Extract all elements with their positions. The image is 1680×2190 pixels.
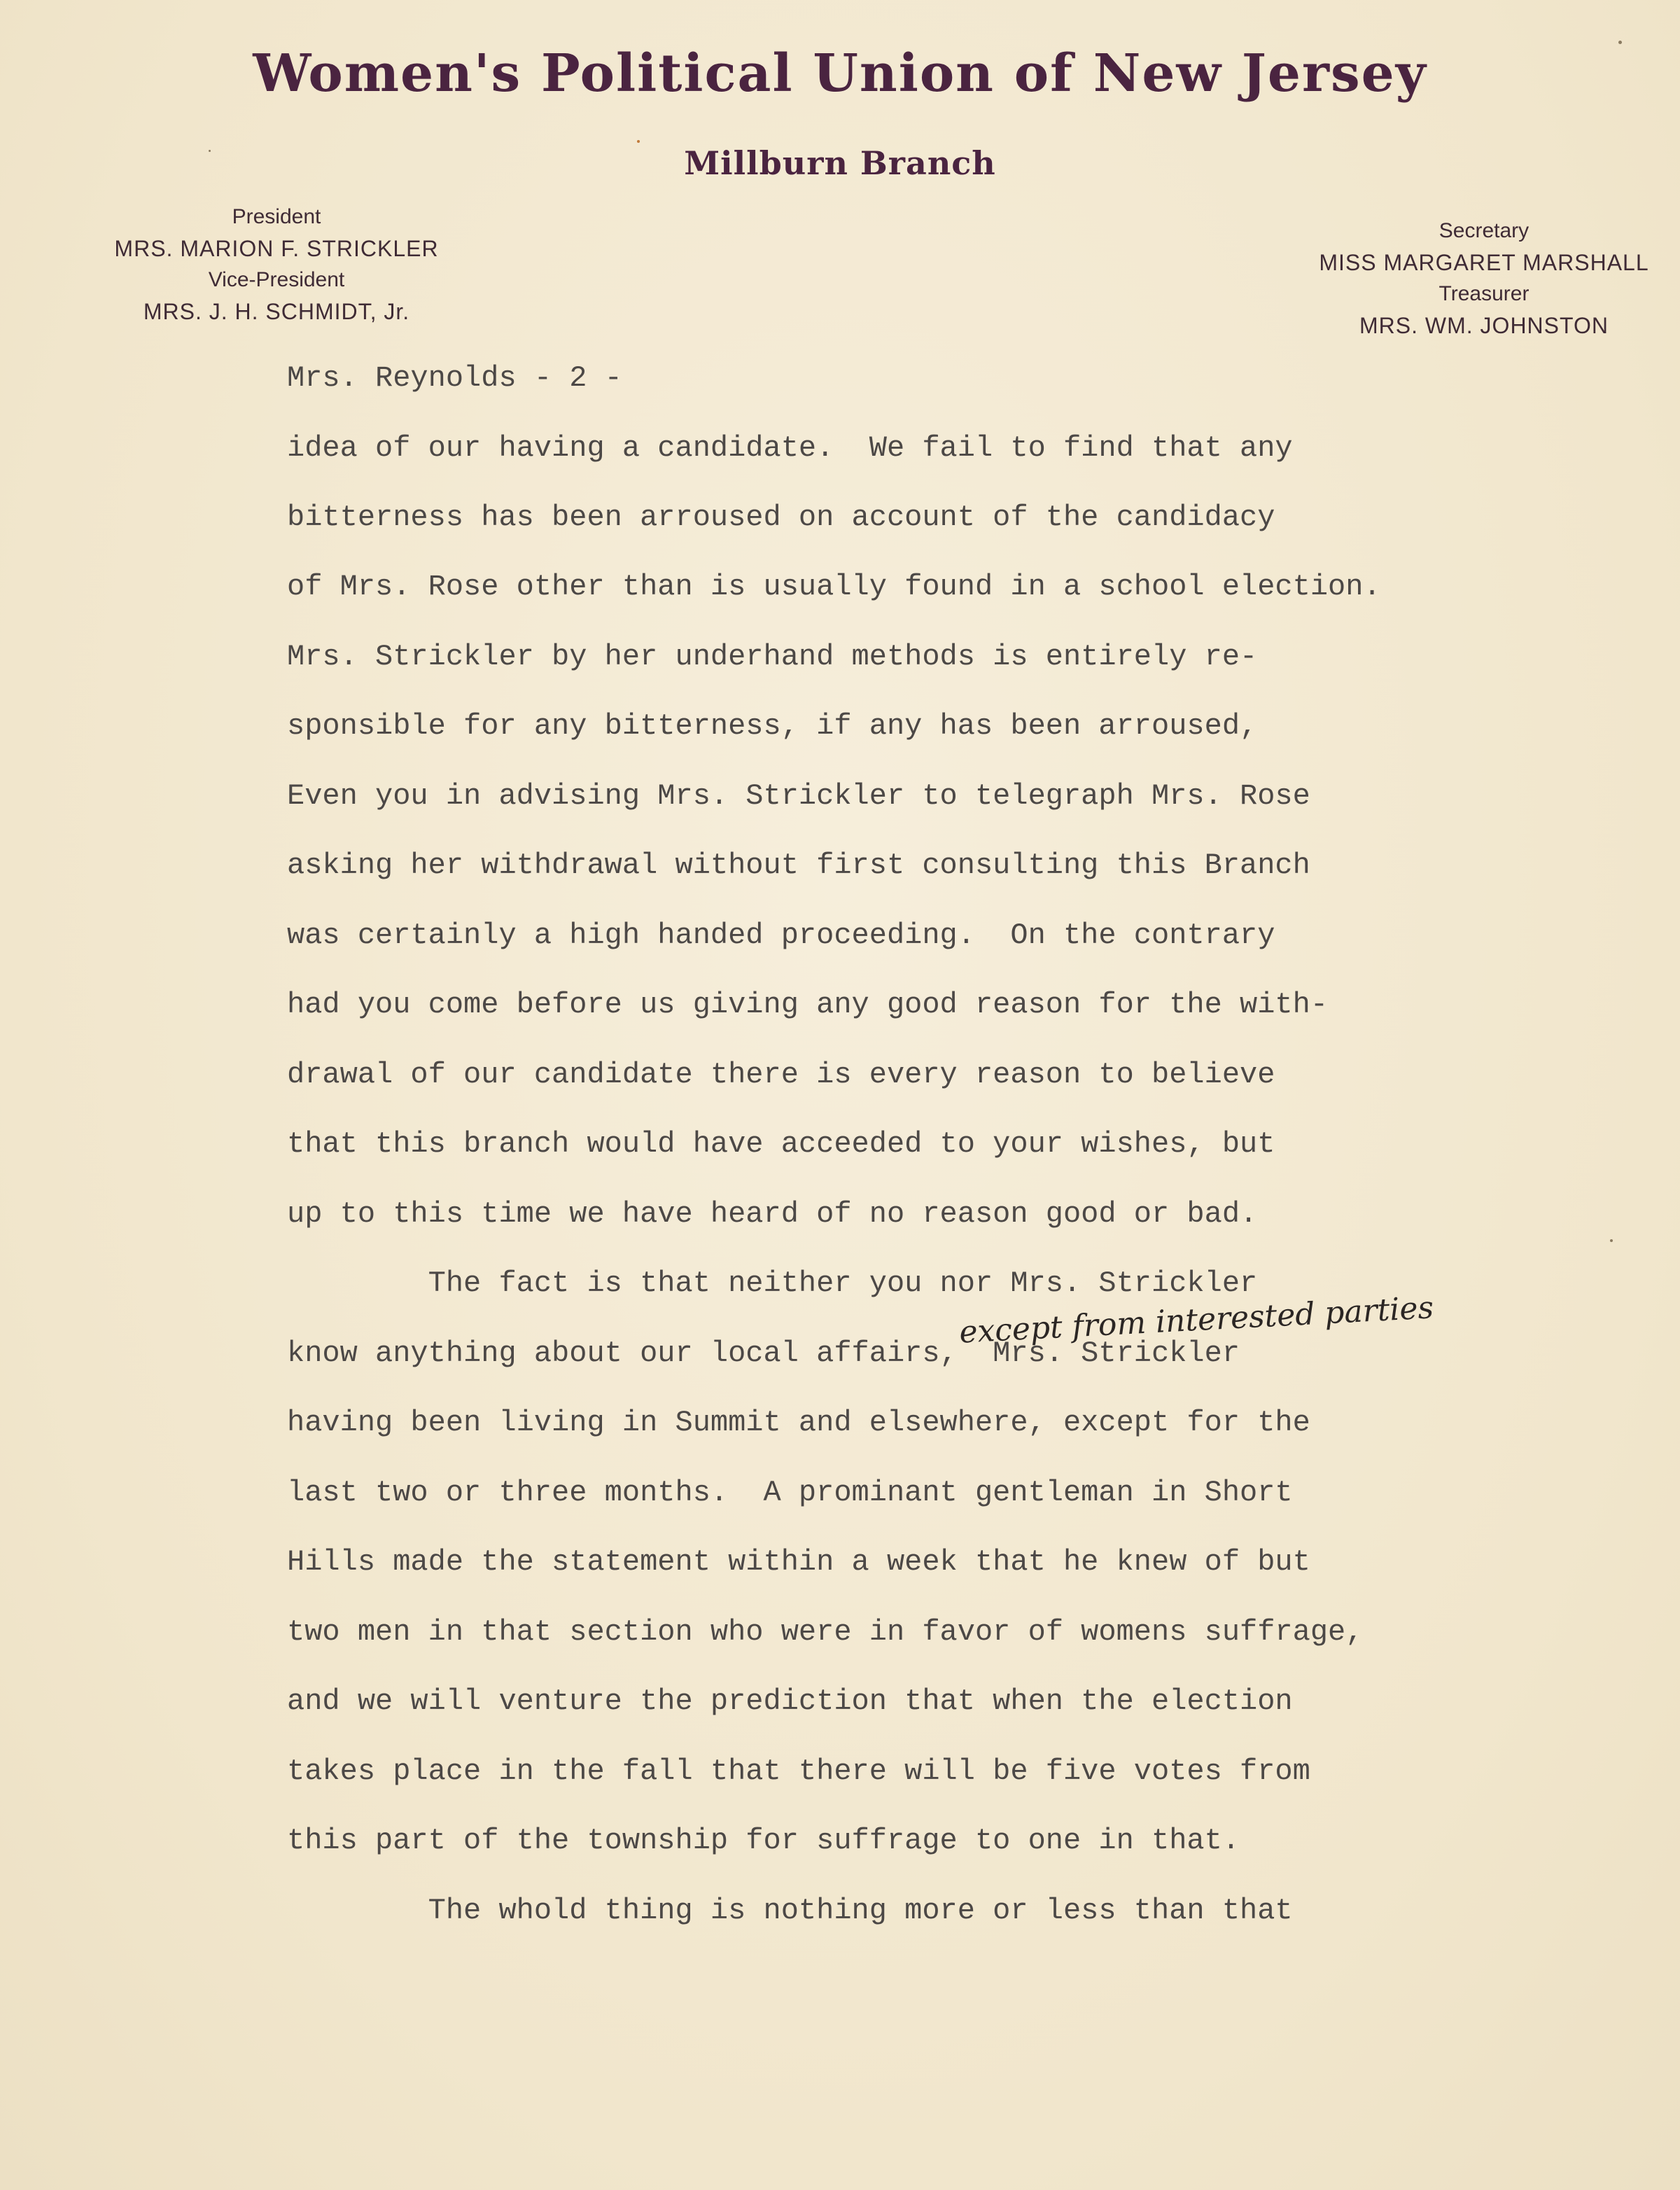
paper-speck	[637, 140, 640, 143]
body-line: and we will venture the prediction that when the election	[287, 1685, 1293, 1718]
body-line: was certainly a high handed proceeding. On the contrary	[287, 919, 1275, 952]
paper-speck	[1618, 41, 1622, 44]
body-line: of Mrs. Rose other than is usually found in a school election.	[287, 570, 1381, 604]
body-line: The fact is that neither you nor Mrs. Strickler	[287, 1267, 1258, 1300]
body-line: had you come before us giving any good reason for the with-	[287, 988, 1329, 1021]
body-line: asking her withdrawal without first consulting this Branch	[287, 849, 1310, 882]
officer-name: MRS. MARION F. STRICKLER	[114, 236, 439, 261]
body-line: last two or three months. A prominant gentleman in Short	[287, 1476, 1293, 1509]
body-line: sponsible for any bitterness, if any has been arroused,	[287, 709, 1258, 743]
body-line: having been living in Summit and elsewhere, except for the	[287, 1406, 1310, 1439]
body-line: bitterness has been arroused on account of the candidacy	[287, 501, 1275, 534]
body-line: this part of the township for suffrage to one in that.	[287, 1824, 1240, 1857]
body-line: up to this time we have heard of no reason good or bad.	[287, 1197, 1258, 1231]
officer-role: President	[232, 205, 321, 228]
letterhead-title: Women's Political Union of New Jersey	[253, 43, 1427, 104]
body-line: Mrs. Strickler by her underhand methods is entirely re-	[287, 640, 1258, 674]
officer-name: MISS MARGARET MARSHALL	[1319, 250, 1649, 275]
body-line: Even you in advising Mrs. Strickler to telegraph Mrs. Rose	[287, 779, 1310, 813]
paper-speck	[1610, 1239, 1613, 1242]
officer-name: MRS. WM. JOHNSTON	[1359, 313, 1609, 338]
body-line: that this branch would have acceeded to your wishes, but	[287, 1127, 1275, 1161]
body-line: know anything about our local affairs, Mrs. Strickler	[287, 1337, 1240, 1370]
letterhead-branch: Millburn Branch	[684, 144, 996, 182]
handwritten-annotation: except from interested parties	[958, 1290, 1435, 1351]
body-line: Hills made the statement within a week that he knew of but	[287, 1545, 1310, 1579]
officers-left	[91, 202, 462, 328]
body-line: The whold thing is nothing more or less than that	[287, 1894, 1293, 1927]
body-line: takes place in the fall that there will be five votes from	[287, 1755, 1310, 1788]
officer-role: Vice-President	[208, 268, 345, 291]
body-line: Mrs. Reynolds - 2 -	[287, 361, 622, 395]
officers-right	[1298, 216, 1670, 342]
body-line: two men in that section who were in favor of womens suffrage,	[287, 1615, 1364, 1649]
paper-speck	[209, 150, 211, 152]
officer-role: Treasurer	[1438, 282, 1530, 305]
body-line: idea of our having a candidate. We fail to find that any	[287, 431, 1293, 465]
officer-name: MRS. J. H. SCHMIDT, Jr.	[143, 299, 410, 324]
officer-role: Secretary	[1438, 219, 1530, 242]
body-line: drawal of our candidate there is every reason to believe	[287, 1058, 1275, 1091]
